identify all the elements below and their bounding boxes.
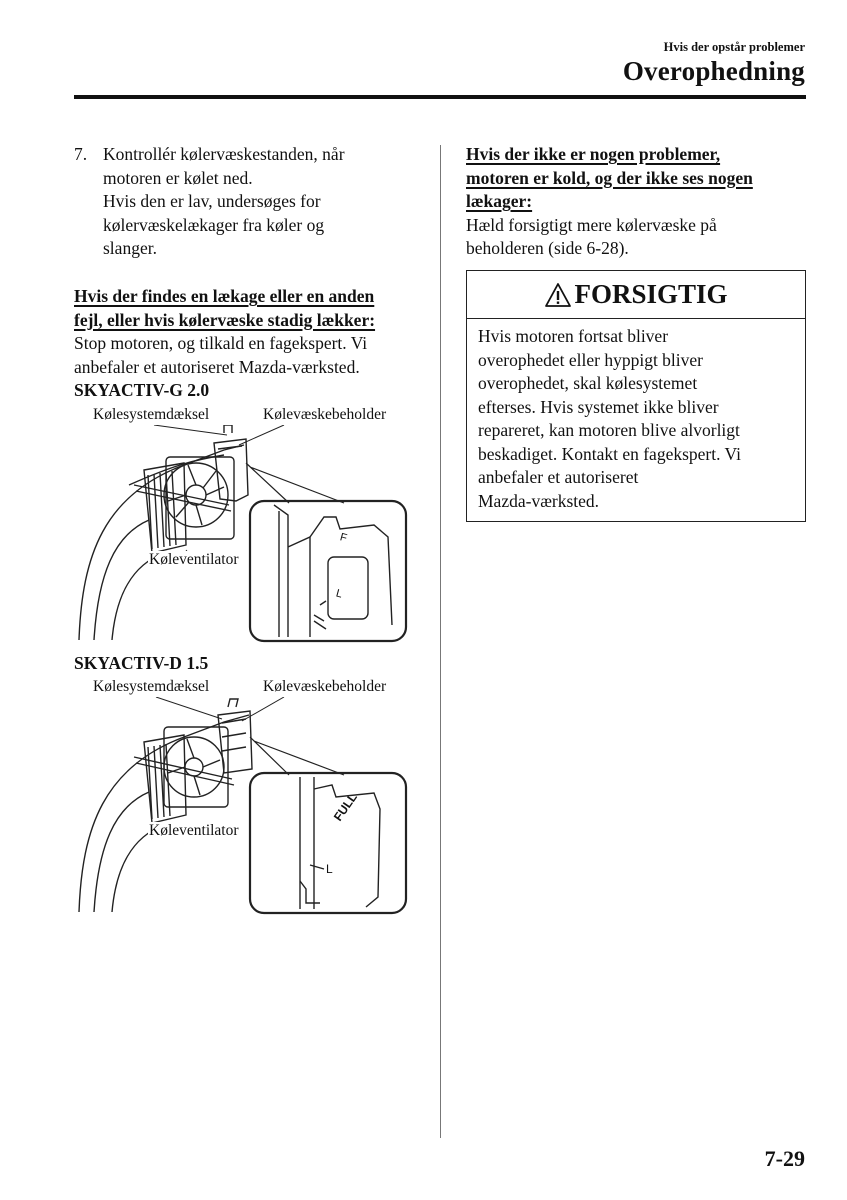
caution-line: repareret, kan motoren blive alvorligt bbox=[478, 420, 740, 440]
caution-line: overophedet, skal kølesystemet bbox=[478, 373, 698, 393]
page-number: 7-29 bbox=[764, 1146, 805, 1171]
caution-line: efterses. Hvis systemet ikke bliver bbox=[478, 396, 719, 417]
no-leak-heading-line: lækager: bbox=[466, 191, 533, 211]
caution-line: Hvis motoren fortsat bliver bbox=[478, 326, 669, 346]
caution-box bbox=[466, 270, 806, 522]
header-rule bbox=[74, 95, 806, 99]
section-title: Hvis der opstår problemer bbox=[663, 40, 805, 54]
no-leak-heading bbox=[466, 143, 806, 214]
figure-d-fan-label: Køleventilator bbox=[149, 822, 239, 839]
no-leak-text-line: beholderen (side 6-28). bbox=[466, 238, 629, 258]
no-leak-section bbox=[466, 143, 806, 261]
step-line: Hvis den er lav, undersøges for bbox=[103, 191, 321, 211]
caution-title: FORSIGTIG bbox=[574, 279, 728, 309]
caution-text bbox=[467, 319, 805, 513]
figure-g-low-mark: L bbox=[334, 587, 344, 601]
leak-heading-line: Hvis der findes en lækage eller en anden bbox=[74, 286, 375, 306]
column-divider bbox=[440, 145, 441, 1138]
figure-d-cap-label: Kølesystemdæksel bbox=[93, 678, 210, 695]
figure-d-low-mark: L bbox=[326, 862, 333, 876]
figure-g-title: SKYACTIV-G 2.0 bbox=[74, 380, 210, 400]
step-line: motoren er kølet ned. bbox=[103, 167, 253, 188]
chapter-title: Overophedning bbox=[622, 56, 805, 86]
leak-section bbox=[74, 285, 424, 403]
step-line: Kontrollér kølervæskestanden, når bbox=[103, 144, 345, 164]
figure-g-full-mark: F bbox=[338, 531, 349, 545]
no-leak-text-line: Hæld forsigtigt mere kølervæske på bbox=[466, 214, 717, 235]
caution-title-bar bbox=[467, 271, 805, 319]
figure-g-cap-label: Kølesystemdæksel bbox=[93, 406, 210, 423]
caution-line: anbefaler et autoriseret bbox=[478, 467, 639, 487]
step-number: 7. bbox=[74, 144, 88, 164]
figure-g-reservoir-label: Kølevæskebeholder bbox=[263, 406, 387, 423]
no-leak-heading-line: Hvis der ikke er nogen problemer, bbox=[466, 144, 721, 164]
caution-line: overophedet eller hyppigt bliver bbox=[478, 349, 703, 370]
engine-illustration-g bbox=[74, 425, 414, 645]
warning-triangle-icon bbox=[544, 282, 572, 308]
leak-heading-line: fejl, eller hvis kølervæske stadig lækker: bbox=[74, 309, 376, 330]
caution-line: Mazda-værksted. bbox=[478, 490, 600, 511]
leak-text-line: anbefaler et autoriseret Mazda-værksted. bbox=[74, 356, 360, 377]
step-7 bbox=[74, 143, 424, 261]
figure-d-title: SKYACTIV-D 1.5 bbox=[74, 653, 209, 673]
caution-line: beskadiget. Kontakt en fagekspert. Vi bbox=[478, 443, 741, 464]
figure-d-reservoir-label: Kølevæskebeholder bbox=[263, 678, 387, 695]
no-leak-heading-line: motoren er kold, og der ikke ses nogen bbox=[466, 167, 753, 188]
engine-illustration-d bbox=[74, 697, 414, 917]
figure-d-full-mark: FULL bbox=[330, 790, 360, 824]
step-line: slanger. bbox=[103, 238, 157, 258]
leak-text-line: Stop motoren, og tilkald en fagekspert. Vi bbox=[74, 333, 368, 353]
step-line: kølervæskelækager fra køler og bbox=[103, 214, 325, 235]
figure-g-fan-label: Køleventilator bbox=[149, 551, 239, 568]
leak-heading bbox=[74, 285, 424, 332]
